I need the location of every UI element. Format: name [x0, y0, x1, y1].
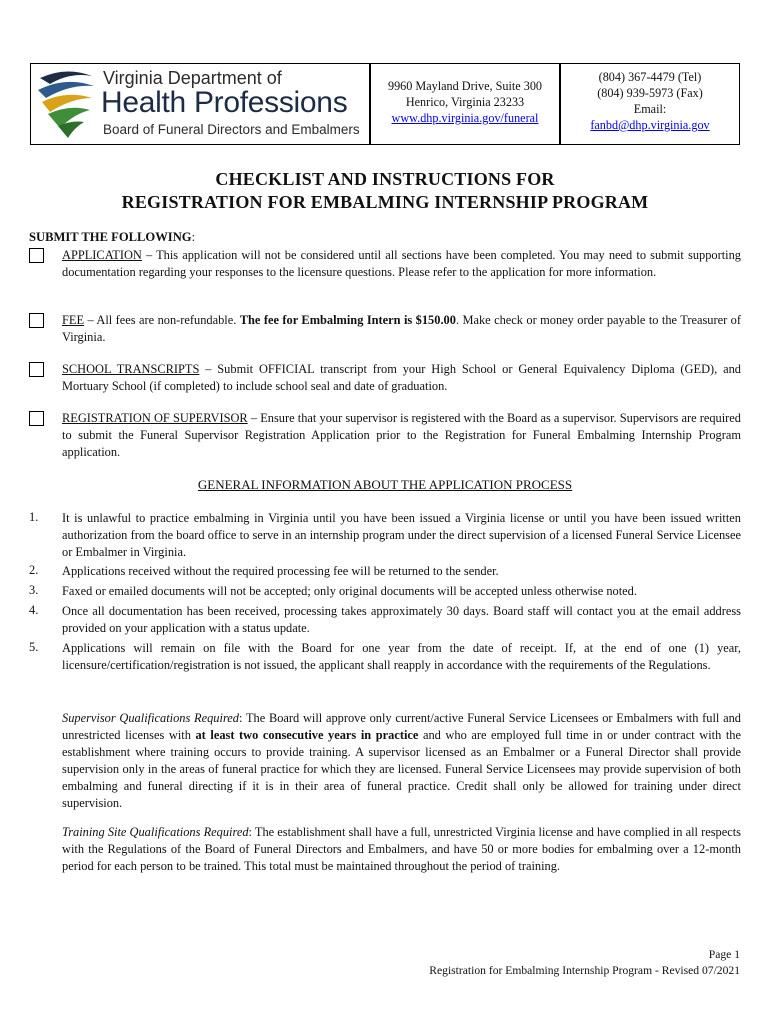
logo-line-1: Virginia Department of: [103, 68, 282, 88]
checklist-body: – This application will not be considered until all sections have been completed. You may need to submit supporting documentation regarding your responses to the licensure questions. Please refer to the application for more information.: [62, 248, 741, 279]
logo-line-3: Board of Funeral Directors and Embalmers: [103, 122, 360, 137]
general-info-heading: [0, 477, 770, 493]
checklist-body: – All fees are non-refundable.: [84, 313, 240, 327]
address-box: [370, 63, 560, 145]
email-label: Email:: [633, 102, 667, 116]
website-link[interactable]: www.dhp.virginia.gov/funeral: [391, 111, 539, 125]
dhp-logo-icon: [36, 68, 98, 140]
phone-tel: (804) 367-4479 (Tel): [598, 70, 702, 84]
item-number: 2.: [29, 563, 39, 577]
submit-heading-colon: :: [191, 230, 196, 244]
training-site-qualifications: [62, 824, 741, 875]
title-line-1: CHECKLIST AND INSTRUCTIONS FOR: [215, 169, 555, 189]
checkbox[interactable]: [29, 248, 44, 263]
checklist-text: [62, 247, 741, 281]
submit-heading: [29, 230, 195, 245]
item-number: 1.: [29, 510, 39, 524]
checklist-text: [62, 312, 741, 346]
item-text: Once all documentation has been received, processing takes approximately 30 days. Board staff will contact you at the email address provided on your application with a status update.: [62, 604, 741, 635]
checklist-label: FEE: [62, 313, 85, 327]
page-title: [0, 168, 770, 214]
supervisor-text-b: and who are employed full time in or under contract with the establishment where training occurs to provide training. A supervisor licensed as an Embalmer or a Funeral Director shall provide supervision only in the areas of funeral practice for which they are licensed. Funeral Service Licensees may provide supervision of both embalming and funeral directing if it is in their area of funeral practice. Credit shall only be allowed for training under direct supervision.: [62, 728, 742, 810]
email-link[interactable]: fanbd@dhp.virginia.gov: [590, 118, 710, 132]
checklist-body: – Submit OFFICIAL transcript from your High School or General Equivalency Diploma (GED), and Mortuary School (if completed) to include school seal and date of graduation.: [62, 362, 741, 393]
checklist-body-end: . Make check or money order payable to the Treasurer of Virginia.: [62, 313, 741, 344]
submit-heading-text: SUBMIT THE FOLLOWING: [29, 230, 192, 244]
checklist-label: APPLICATION: [62, 248, 142, 262]
logo-line-2: Health Professions: [101, 86, 348, 119]
supervisor-label: Supervisor Qualifications Required: [62, 711, 240, 725]
form-revision: Registration for Embalming Internship Program - Revised 07/2021: [429, 964, 740, 977]
item-text: Faxed or emailed documents will not be accepted; only original documents will be accepted unless otherwise noted.: [62, 584, 637, 598]
address-line-2: Henrico, Virginia 23233: [405, 95, 525, 109]
item-text: It is unlawful to practice embalming in Virginia until you have been issued a Virginia license or until you have been issued written authorization from the board office to serve in an internship program under the direct supervision of a licensed Funeral Service Licensee or Embalmer in Virginia.: [62, 511, 741, 559]
logo-box: [30, 63, 370, 145]
checkbox[interactable]: [29, 411, 44, 426]
title-line-2: REGISTRATION FOR EMBALMING INTERNSHIP PROGRAM: [121, 192, 649, 212]
item-text: Applications received without the required processing fee will be returned to the sender.: [62, 564, 499, 578]
supervisor-bold: at least two consecutive years in practice: [195, 728, 419, 742]
supervisor-qualifications: [62, 710, 741, 812]
address-line-1: 9960 Mayland Drive, Suite 300: [387, 79, 543, 93]
general-info-heading-text: GENERAL INFORMATION ABOUT THE APPLICATION PROCESS: [197, 477, 573, 492]
fee-amount: The fee for Embalming Intern is $150.00: [239, 313, 456, 327]
page-number: Page 1: [708, 948, 740, 961]
item-number: 3.: [29, 583, 39, 597]
item-number: 5.: [29, 640, 39, 654]
checkbox[interactable]: [29, 313, 44, 328]
checklist-label: SCHOOL TRANSCRIPTS: [62, 362, 200, 376]
checklist-body: – Ensure that your supervisor is registered with the Board as a supervisor. Supervisors are required to submit the Funeral Supervisor Registration Application prior to the Registration for Funeral Embalming Internship Program application.: [62, 411, 741, 459]
page-footer: [429, 947, 740, 979]
training-text: : The establishment shall have a full, unrestricted Virginia license and have complied in all respects with the Regulations of the Board of Funeral Directors and Embalmers, and have 50 or more bodies for embalming over a 12-month period for each person to be trained. This total must be maintained throughout the period of training.: [62, 825, 741, 873]
checkbox[interactable]: [29, 362, 44, 377]
checklist-label: REGISTRATION OF SUPERVISOR: [62, 411, 248, 425]
item-number: 4.: [29, 603, 39, 617]
supervisor-text-a: : The Board will approve only current/active Funeral Service Licensees or Embalmers with full and unrestricted licenses with: [62, 711, 741, 742]
checklist-text: [62, 361, 741, 395]
item-text: Applications will remain on file with the Board for one year from the date of receipt. If, at the end of one (1) year, licensure/certification/registration is not issued, the applicant shall reapply in accordance with the requirements of the Regulations.: [62, 641, 741, 672]
checklist-text: [62, 410, 741, 461]
training-label: Training Site Qualifications Required: [62, 825, 249, 839]
phone-fax: (804) 939-5973 (Fax): [597, 86, 703, 100]
contact-box: [560, 63, 740, 145]
